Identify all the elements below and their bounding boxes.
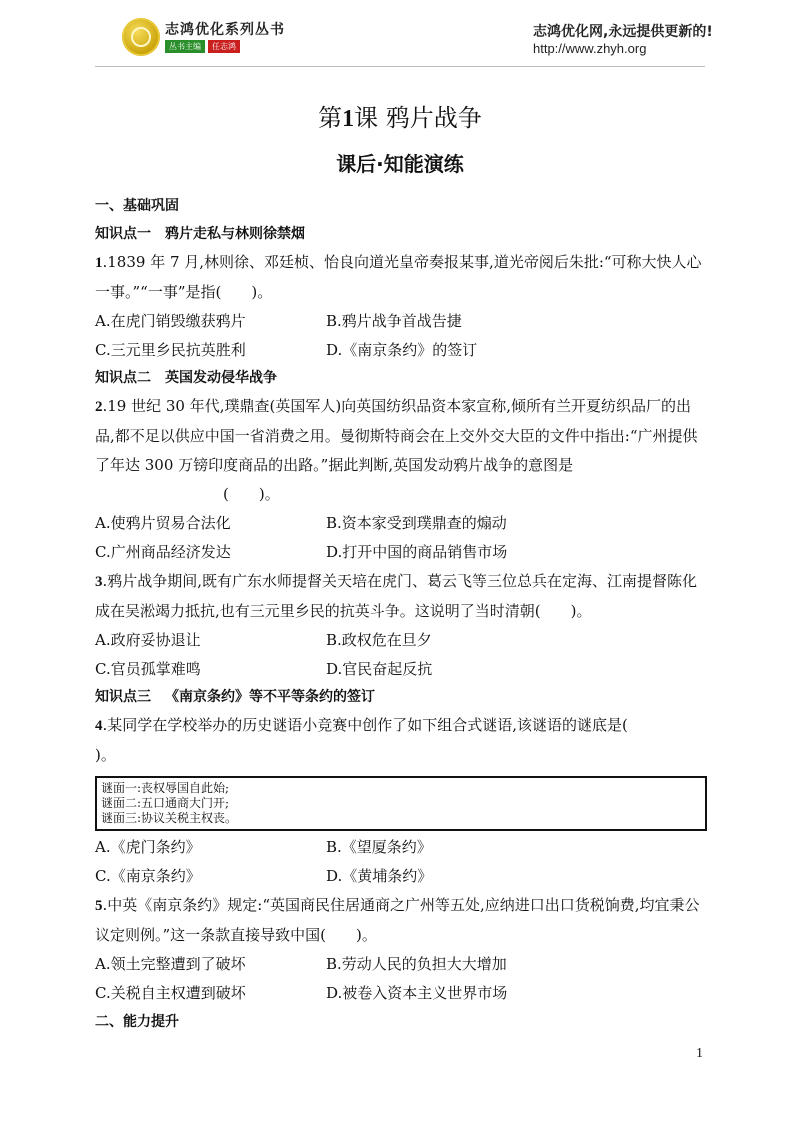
question-3-options [95,626,707,684]
knowledge-point-heading: 知识点二 英国发动侵华战争 [95,370,277,386]
series-name: 志鸿优化系列丛书 [165,22,285,38]
publisher-logo-icon [122,18,160,56]
option: B.鸦片战争首战告捷 [326,312,462,330]
riddle-line: 谜面三:协议关税主权丧。 [101,811,238,825]
question-1: 1.1839 年 7 月,林则徐、邓廷桢、怡良向道光皇帝奏报某事,道光帝阅后朱批:“可称大快人心一事。”“一事”是指( )。 [95,253,702,301]
editor-badge: 丛书主编 [165,40,205,53]
editor-name-badge: 任志鸿 [208,40,240,53]
option: C.广州商品经济发达 [95,543,231,561]
option: D.官民奋起反抗 [326,660,433,678]
question-2-blank: ( )。 [223,485,280,503]
question-2-options [95,509,707,567]
option: B.政权危在旦夕 [326,631,432,649]
question-5: 5.中英《南京条约》规定:“英国商民住居通商之广州等五处,应纳进口出口货税饷费,均宜秉公议定则例。”这一条款直接导致中国( )。 [95,896,700,944]
option: D.被卷入资本主义世界市场 [326,984,508,1002]
header-url[interactable]: http://www.zhyh.org [533,41,647,56]
page-number: 1 [696,1046,703,1061]
option: B.劳动人民的负担大大增加 [326,955,507,973]
header-divider [95,66,705,67]
riddle-line: 谜面二:五口通商大门开; [101,796,230,810]
option: A.领土完整遭到了破坏 [95,955,246,973]
option: C.关税自主权遭到破坏 [95,984,246,1002]
option: A.《虎门条约》 [95,838,201,856]
riddle-box [95,776,707,831]
option: A.政府妥协退让 [95,631,201,649]
question-4-options [95,833,707,891]
question-4: 4.某同学在学校举办的历史谜语小竞赛中创作了如下组合式谜语,该谜语的谜底是( [95,716,628,734]
page-header [0,0,800,70]
option: B.资本家受到璞鼎查的煽动 [326,514,507,532]
section-heading: 一、基础巩固 [95,198,179,214]
option: C.《南京条约》 [95,867,201,885]
knowledge-point-heading: 知识点一 鸦片走私与林则徐禁烟 [95,226,305,242]
option: B.《望厦条约》 [326,838,432,856]
option: A.在虎门销毁缴获鸦片 [95,312,246,330]
option: D.《南京条约》的签订 [326,341,478,359]
section-heading: 二、能力提升 [95,1014,179,1030]
option: D.《黄埔条约》 [326,867,433,885]
exercise-content [95,192,707,1037]
page-subtitle: 课后·知能演练 [336,152,464,176]
page-title: 第1课 鸦片战争 [318,104,482,132]
question-4-tail: )。 [95,746,116,764]
question-5-options [95,950,707,1008]
option: C.三元里乡民抗英胜利 [95,341,246,359]
option: C.官员孤掌难鸣 [95,660,201,678]
knowledge-point-heading: 知识点三 《南京条约》等不平等条约的签订 [95,689,375,705]
header-slogan: 志鸿优化网,永远提供更新的! [533,24,713,40]
question-2: 2.19 世纪 30 年代,璞鼎查(英国军人)向英国纺织品资本家宣称,倾所有兰开夏纺织品厂的出品,都不足以供应中国一省消费之用。曼彻斯特商会在上交外交大臣的文件中指出:“广州提供了年达 300 万镑印度商品的出路。”据此判断,英国发动鸦片战争的意图是 [95,397,698,474]
riddle-line: 谜面一:丧权辱国自此始; [101,781,230,795]
question-3: 3.鸦片战争期间,既有广东水师提督关天培在虎门、葛云飞等三位总兵在定海、江南提督陈化成在吴淞竭力抵抗,也有三元里乡民的抗英斗争。这说明了当时清朝( )。 [95,572,698,620]
question-1-options [95,307,707,365]
option: A.使鸦片贸易合法化 [95,514,231,532]
option: D.打开中国的商品销售市场 [326,543,508,561]
